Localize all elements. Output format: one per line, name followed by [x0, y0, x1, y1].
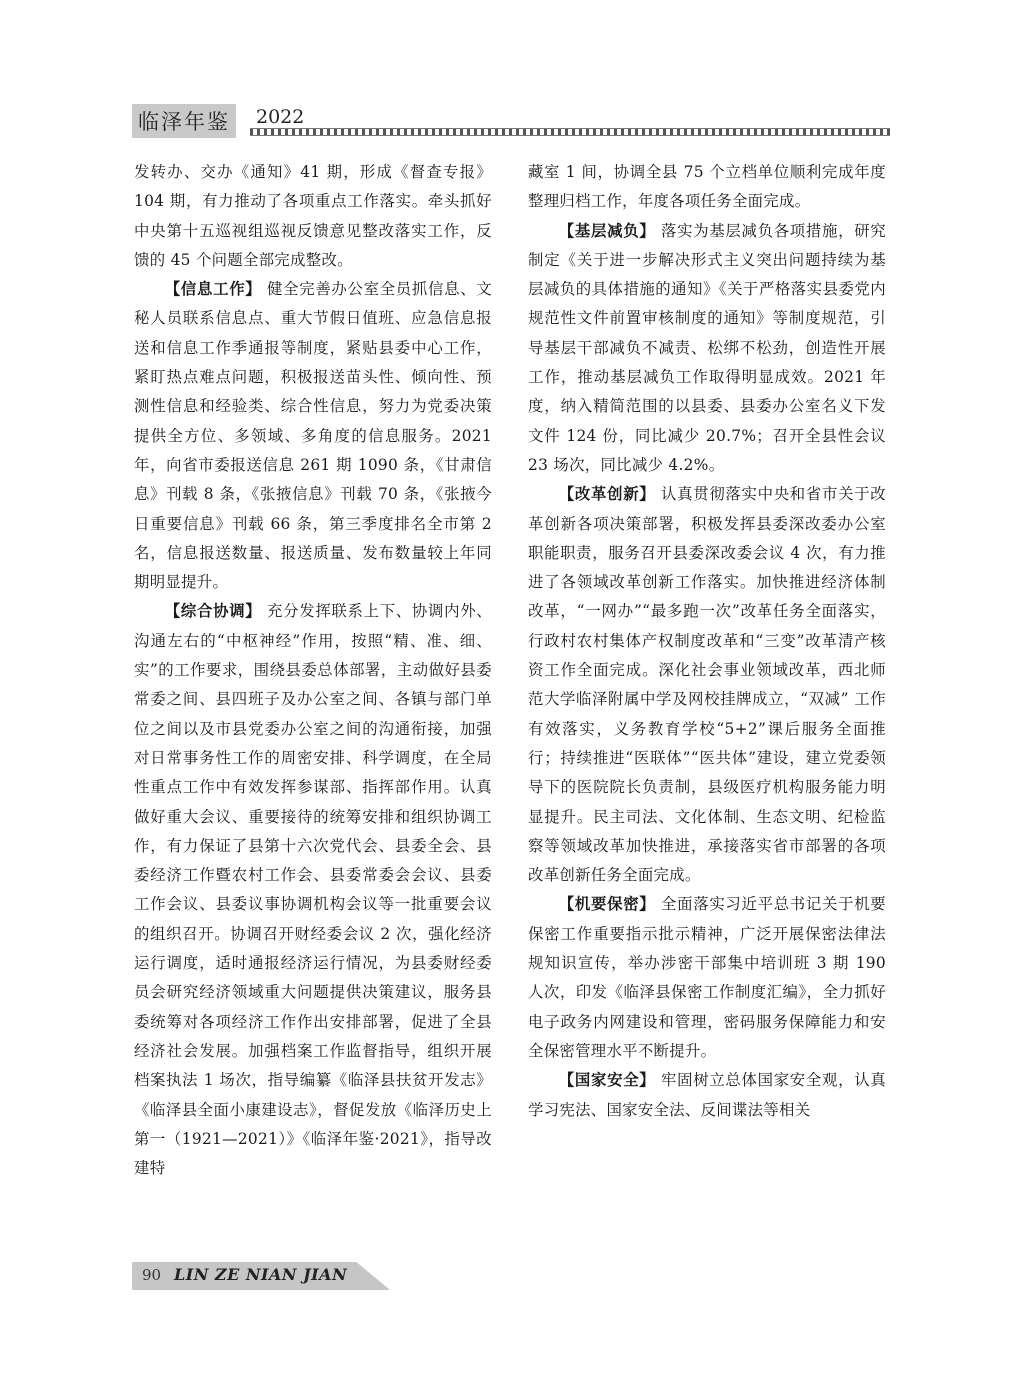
section-keyword: 【信息工作】: [164, 280, 262, 299]
section-keyword: 【机要保密】: [558, 895, 656, 914]
section-keyword: 【国家安全】: [558, 1071, 656, 1090]
paragraph-reform: 【改革创新】 认真贯彻落实中央和省市关于改革创新各项决策部署，积极发挥县委深改委办公室职能职责，服务召开县委深改委会议 4 次，有力推进了各领域改革创新工作落实。加快推进经济体制改革，“一网办”“最多跑一次”改革任务全面落实，行政村农村集体产权制度改革和“三变”改革清产核资工作全面完成。深化社会事业领域改革，西北师范大学临泽附属中学及网校挂牌成立，“双减” 工作有效落实，义务教育学校“5+2”课后服务全面推行；持续推进“医联体”“医共体”建设，建立党委领导下的医院院长负责制，县级医疗机构服务能力明显提升。民主司法、文化体制、生态文明、纪检监察等领域改革加快推进，承接落实省市部署的各项改革创新任务全面完成。: [528, 485, 886, 885]
paragraph-continued: 发转办、交办《通知》41 期，形成《督查专报》104 期，有力推动了各项重点工作落实。牵头抓好中央第十五巡视组巡视反馈意见整改落实工作，反馈的 45 个问题全部完成整改。: [134, 163, 492, 269]
header-rule: [250, 128, 890, 136]
section-keyword: 【改革创新】: [558, 485, 656, 504]
paragraph-burden-reduction: 【基层减负】 落实为基层减负各项措施，研究制定《关于进一步解决形式主义突出问题持续为基层减负的具体措施的通知》《关于严格落实县委党内规范性文件前置审核制度的通知》等制度规范，引导基层干部减负不减责、松绑不松劲，创造性开展工作，推动基层减负工作取得明显成效。2021 年度，纳入精简范围的以县委、县委办公室名义下发文件 124 份，同比减少 20.7%；召开全县性会议 23 场次，同比减少 4.2%。: [528, 221, 886, 474]
right-column: [528, 158, 886, 1125]
page-header: [132, 100, 890, 136]
paragraph-national-security: 【国家安全】 牢固树立总体国家安全观，认真学习宪法、国家安全法、反间谍法等相关: [528, 1071, 886, 1119]
paragraph-coordination: 【综合协调】 充分发挥联系上下、协调内外、沟通左右的“中枢神经”作用，按照“精、准、细、实”的工作要求，围绕县委总体部署，主动做好县委常委之间、县四班子及办公室之间、各镇与部门单位之间以及市县党委办公室之间的沟通衔接，加强对日常事务性工作的周密安排、科学调度，在全局性重点工作中有效发挥参谋部、指挥部作用。认真做好重大会议、重要接待的统筹安排和组织协调工作，有力保证了县第十六次党代会、县委全会、县委经济工作暨农村工作会、县委常委会会议、县委工作会议、县委议事协调机构会议等一批重要会议的组织召开。协调召开财经委会议 2 次，强化经济运行调度，适时通报经济运行情况，为县委财经委员会研究经济领域重大问题提供决策建议，服务县委统筹对各项经济工作作出安排部署，促进了全县经济社会发展。加强档案工作监督指导，组织开展档案执法 1 场次，指导编纂《临泽县扶贫开发志》《临泽县全面小康建设志》，督促发放《临泽历史上第一（1921—2021）》《临泽年鉴·2021》，指导改建特: [134, 602, 492, 1178]
paragraph-info-work: 【信息工作】 健全完善办公室全员抓信息、文秘人员联系信息点、重大节假日值班、应急信息报送和信息工作季通报等制度，紧贴县委中心工作，紧盯热点难点问题，积极报送苗头性、倾向性、预测性信息和经验类、综合性信息，努力为党委决策提供全方位、多领域、多角度的信息服务。2021 年，向省市委报送信息 261 期 1090 条，《甘肃信息》刊载 8 条，《张掖信息》刊载 70 条，《张掖今日重要信息》刊载 66 条，第三季度排名全市第 2 名，信息报送数量、报送质量、发布数量较上年同期明显提升。: [134, 280, 492, 592]
section-keyword: 【综合协调】: [164, 602, 262, 621]
paragraph-continued: 藏室 1 间，协调全县 75 个立档单位顺利完成年度整理归档工作，年度各项任务全面完成。: [528, 163, 886, 211]
page-number: 90: [142, 1266, 162, 1284]
left-column: [134, 158, 492, 1183]
paragraph-confidentiality: 【机要保密】 全面落实习近平总书记关于机要保密工作重要指示批示精神，广泛开展保密法律法规知识宣传，举办涉密干部集中培训班 3 期 190 人次，印发《临泽县保密工作制度汇编》，全力抓好电子政务内网建设和管理，密码服务保障能力和安全保密管理水平不断提升。: [528, 895, 886, 1060]
header-year: 2022: [256, 106, 305, 128]
section-keyword: 【基层减负】: [558, 221, 656, 240]
page-footer: [132, 1262, 390, 1290]
book-title: 临泽年鉴: [132, 104, 236, 138]
running-title: LIN ZE NIAN JIAN: [174, 1265, 348, 1284]
